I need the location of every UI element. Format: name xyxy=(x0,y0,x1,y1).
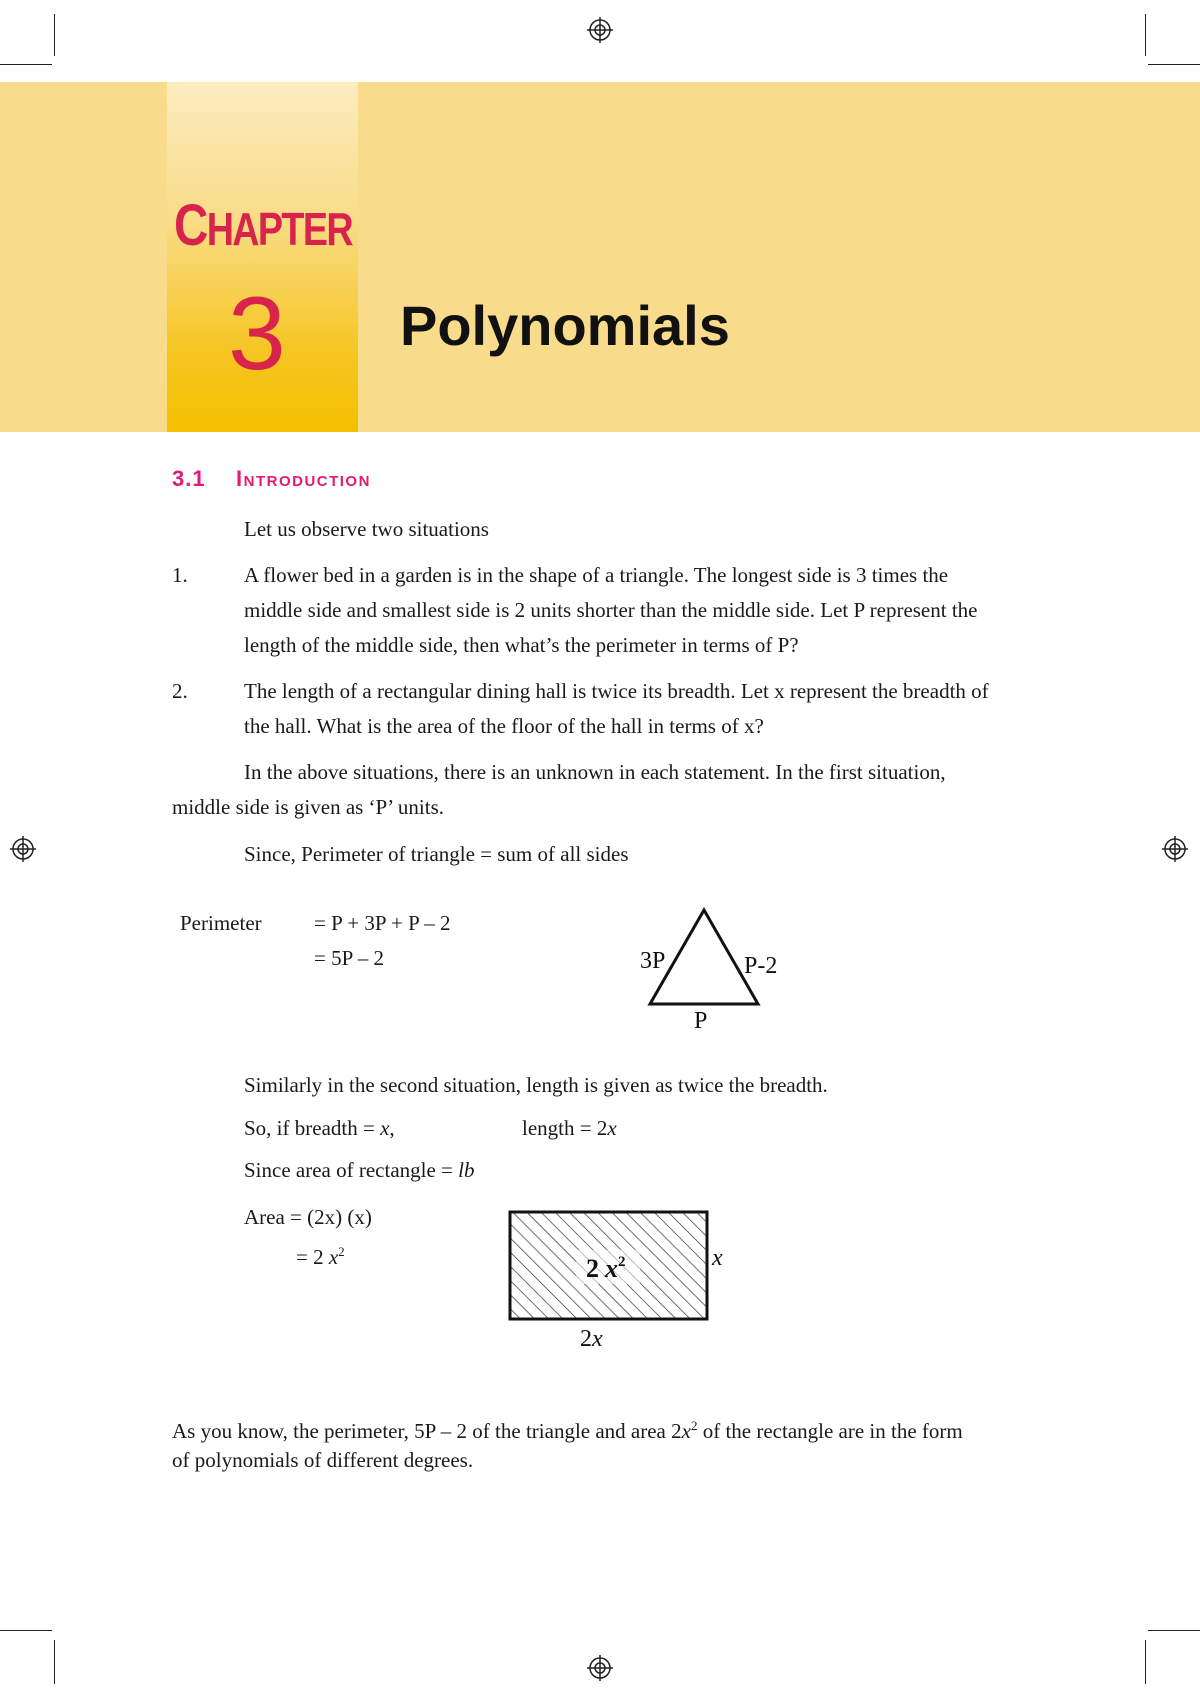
intro-line: Let us observe two situations xyxy=(244,517,489,541)
triangle-label-right: P-2 xyxy=(744,953,778,979)
chapter-label-initial: C xyxy=(174,193,207,258)
registration-mark-icon xyxy=(587,17,613,43)
rectangle-bottom-number: 2 xyxy=(580,1326,592,1352)
list-item-number: 1. xyxy=(172,563,188,587)
section-number: 3.1 xyxy=(172,466,206,491)
crop-mark xyxy=(1145,14,1146,56)
length-prefix: length = 2 xyxy=(522,1116,608,1140)
list-item-number: 2. xyxy=(172,679,188,703)
breadth-variable: x xyxy=(380,1116,390,1140)
conclusion-part-a: As you know, the perimeter, 5P – 2 of the triangle and area 2 xyxy=(172,1419,682,1443)
chapter-title: Polynomials xyxy=(400,294,730,357)
area-equation-2 xyxy=(296,1234,345,1275)
breadth-suffix: , xyxy=(389,1116,395,1140)
conclusion-part-b: of the rectangle are in the form xyxy=(697,1419,963,1443)
area-rectangle-formula: lb xyxy=(458,1158,475,1182)
crop-mark xyxy=(54,1640,55,1684)
area-rectangle-prefix: Since area of rectangle = xyxy=(244,1158,459,1182)
registration-mark-icon xyxy=(587,1655,613,1681)
area-rectangle-line xyxy=(244,1153,475,1188)
conclusion-exponent: 2 xyxy=(690,1418,698,1433)
rectangle-diagram xyxy=(500,1200,740,1360)
conclusion-variable: x xyxy=(681,1419,691,1443)
section-title: Introduction xyxy=(236,466,371,491)
paragraph-line: middle side is given as ‘P’ units. xyxy=(172,795,445,819)
similarly-line: Similarly in the second situation, length is given as twice the breadth. xyxy=(244,1073,828,1097)
rectangle-area-variable: x xyxy=(605,1254,618,1283)
rectangle-label-right: x xyxy=(712,1245,723,1271)
area-eq2-prefix: = 2 xyxy=(296,1245,329,1269)
crop-mark xyxy=(0,1630,52,1631)
paragraph-line: In the above situations, there is an unknown in each statement. In the first situation, xyxy=(244,760,946,784)
triangle-shape xyxy=(650,910,758,1004)
chapter-label xyxy=(174,192,352,259)
breadth-prefix: So, if breadth = xyxy=(244,1116,381,1140)
section-heading xyxy=(172,466,371,492)
list-item-line: middle side and smallest side is 2 units shorter than the middle side. Let P represent the xyxy=(244,598,978,622)
list-item-line: length of the middle side, then what’s the perimeter in terms of P? xyxy=(244,633,799,657)
chapter-number: 3 xyxy=(228,276,284,392)
area-eq2-variable: x xyxy=(328,1245,339,1269)
breadth-line xyxy=(244,1111,395,1146)
list-item-line: the hall. What is the area of the floor of the hall in terms of x? xyxy=(244,714,764,738)
registration-mark-icon xyxy=(1162,836,1188,862)
perimeter-equation-2: = 5P – 2 xyxy=(314,946,384,970)
area-equation-1: Area = (2x) (x) xyxy=(244,1205,372,1229)
crop-mark xyxy=(54,14,55,56)
length-line xyxy=(522,1111,617,1146)
triangle-diagram xyxy=(630,900,800,1035)
perimeter-equation-1: = P + 3P + P – 2 xyxy=(314,911,451,935)
conclusion-line-2: of polynomials of different degrees. xyxy=(172,1448,474,1472)
crop-mark xyxy=(1145,1640,1146,1684)
rectangle-area-number: 2 xyxy=(586,1254,599,1283)
area-eq2-exponent: 2 xyxy=(338,1244,345,1259)
list-item-line: The length of a rectangular dining hall is twice its breadth. Let x represent the breadth of xyxy=(244,679,989,703)
rectangle-bottom-variable: x xyxy=(592,1326,603,1352)
rectangle-label-bottom xyxy=(580,1326,603,1352)
registration-mark-icon xyxy=(10,836,36,862)
chapter-label-rest: HAPTER xyxy=(206,203,352,255)
list-item-line: A flower bed in a garden is in the shape of a triangle. The longest side is 3 times the xyxy=(244,563,949,587)
perimeter-statement: Since, Perimeter of triangle = sum of all sides xyxy=(244,842,629,866)
perimeter-label: Perimeter xyxy=(180,911,262,935)
triangle-label-bottom: P xyxy=(694,1008,708,1034)
triangle-label-left: 3P xyxy=(640,948,666,974)
crop-mark xyxy=(0,64,52,65)
crop-mark xyxy=(1148,1630,1200,1631)
crop-mark xyxy=(1148,64,1200,65)
rectangle-area-exponent: 2 xyxy=(618,1254,626,1270)
length-variable: x xyxy=(607,1116,617,1140)
